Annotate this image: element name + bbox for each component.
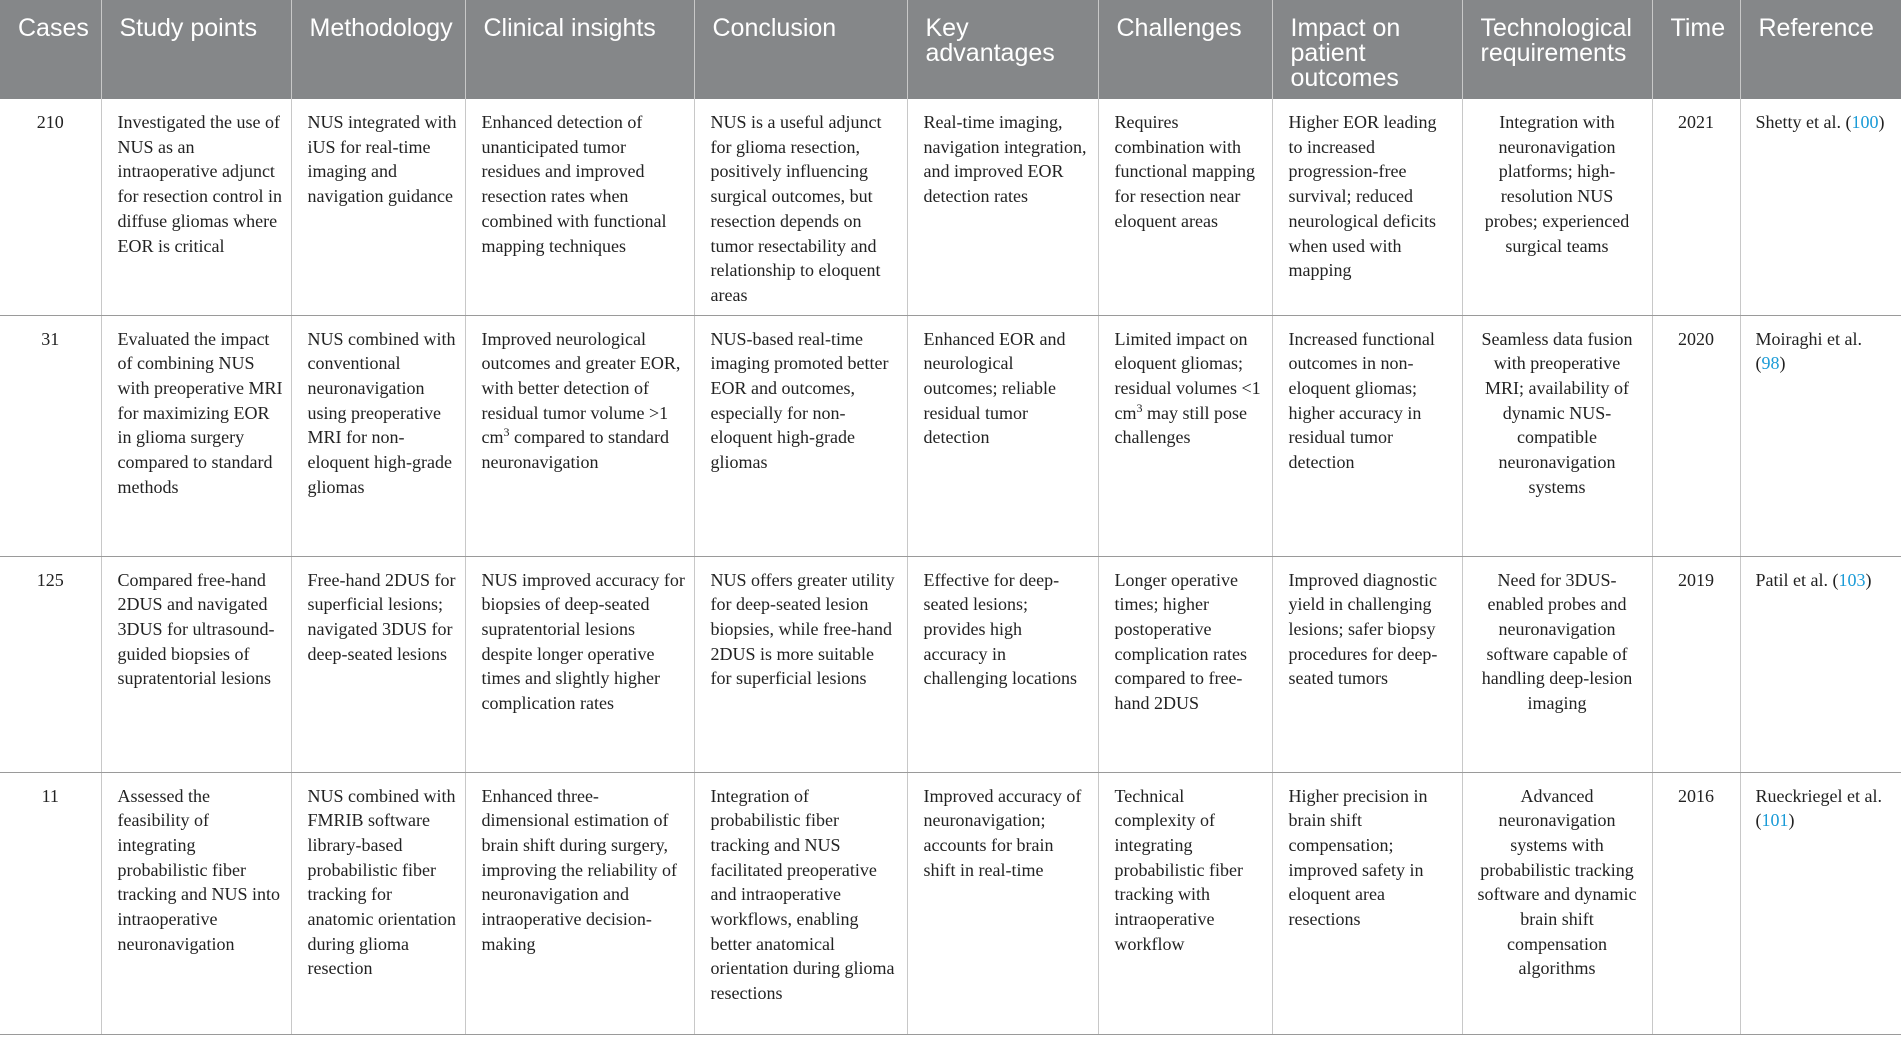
cell-cases: 125 xyxy=(0,556,101,772)
cell-key-advantages: Effective for deep-seated lesions; provides high accuracy in challenging locations xyxy=(907,556,1098,772)
reference-author: Patil et al. ( xyxy=(1755,569,1839,590)
cell-time: 2020 xyxy=(1652,315,1740,556)
cell-time: 2016 xyxy=(1652,772,1740,1034)
cell-tech-requirements: Seamless data fusion with preoperative MRI; availability of dynamic NUS-compatible neuronavigation systems xyxy=(1462,315,1652,556)
header-impact: Impact on patient outcomes xyxy=(1272,0,1462,99)
reference-close: ) xyxy=(1779,353,1786,374)
header-row xyxy=(0,0,1901,99)
cell-challenges: Longer operative times; higher postoperative complication rates compared to free-hand 2DUS xyxy=(1098,556,1272,772)
header-clinical-insights: Clinical insights xyxy=(465,0,694,99)
reference-link[interactable]: 100 xyxy=(1851,112,1879,132)
cell-reference xyxy=(1740,772,1901,1034)
cell-impact: Higher precision in brain shift compensation; improved safety in eloquent area resections xyxy=(1272,772,1462,1034)
cell-time: 2021 xyxy=(1652,99,1740,315)
cell-challenges: Requires combination with functional mapping for resection near eloquent areas xyxy=(1098,99,1272,315)
cell-study-points: Investigated the use of NUS as an intraoperative adjunct for resection control in diffuse gliomas where EOR is critical xyxy=(101,99,291,315)
cell-conclusion: NUS offers greater utility for deep-seated lesion biopsies, while free-hand 2DUS is more suitable for superficial lesions xyxy=(694,556,907,772)
reference-author: Moiraghi et al. ( xyxy=(1755,328,1862,374)
table-row xyxy=(0,556,1901,772)
cell-study-points: Compared free-hand 2DUS and navigated 3DUS for ultrasound-guided biopsies of supratentorial lesions xyxy=(101,556,291,772)
cell-reference xyxy=(1740,315,1901,556)
cell-tech-requirements: Advanced neuronavigation systems with probabilistic tracking software and dynamic brain shift compensation algorithms xyxy=(1462,772,1652,1034)
reference-link[interactable]: 101 xyxy=(1761,810,1789,831)
cell-impact: Higher EOR leading to increased progression-free survival; reduced neurological deficits when used with mapping xyxy=(1272,99,1462,315)
header-reference: Reference xyxy=(1740,0,1901,99)
cell-study-points: Assessed the feasibility of integrating probabilistic fiber tracking and NUS into intraoperative neuronavigation xyxy=(101,772,291,1034)
challenges-text-end: may still pose challenges xyxy=(1114,402,1247,448)
cell-methodology: Free-hand 2DUS for superficial lesions; navigated 3DUS for deep-seated lesions xyxy=(291,556,465,772)
header-study-points: Study points xyxy=(101,0,291,99)
cell-challenges xyxy=(1098,315,1272,556)
cell-tech-requirements: Need for 3DUS-enabled probes and neuronavigation software capable of handling deep-lesion imaging xyxy=(1462,556,1652,772)
table-row xyxy=(0,772,1901,1034)
table-row xyxy=(0,99,1901,315)
cell-impact: Increased functional outcomes in non-eloquent gliomas; higher accuracy in residual tumor detection xyxy=(1272,315,1462,556)
cell-methodology: NUS integrated with iUS for real-time imaging and navigation guidance xyxy=(291,99,465,315)
cell-impact: Improved diagnostic yield in challenging lesions; safer biopsy procedures for deep-seated tumors xyxy=(1272,556,1462,772)
cell-clinical-insights: Enhanced three-dimensional estimation of brain shift during surgery, improving the reliability of neuronavigation and intraoperative decision-making xyxy=(465,772,694,1034)
header-time: Time xyxy=(1652,0,1740,99)
cell-tech-requirements: Integration with neuronavigation platforms; high-resolution NUS probes; experienced surgical teams xyxy=(1462,99,1652,315)
cell-cases: 210 xyxy=(0,99,101,315)
cell-methodology: NUS combined with FMRIB software library-based probabilistic fiber tracking for anatomic orientation during glioma resection xyxy=(291,772,465,1034)
cell-time: 2019 xyxy=(1652,556,1740,772)
cell-reference xyxy=(1740,99,1901,315)
cell-reference xyxy=(1740,556,1901,772)
cell-challenges: Technical complexity of integrating probabilistic fiber tracking with intraoperative workflow xyxy=(1098,772,1272,1034)
reference-author: Shetty et al. ( xyxy=(1755,112,1852,132)
cell-conclusion: Integration of probabilistic fiber tracking and NUS facilitated preoperative and intraoperative workflows, enabling better anatomical orientation during glioma resections xyxy=(694,772,907,1034)
reference-close: ) xyxy=(1788,810,1795,831)
table-row xyxy=(0,315,1901,556)
cell-clinical-insights: Enhanced detection of unanticipated tumor residues and improved resection rates when combined with functional mapping techniques xyxy=(465,99,694,315)
superscript: 3 xyxy=(1136,400,1143,415)
cell-key-advantages: Real-time imaging, navigation integration, and improved EOR detection rates xyxy=(907,99,1098,315)
reference-link[interactable]: 103 xyxy=(1838,569,1866,590)
clinical-insights-text: Improved neurological outcomes and greater EOR, with better detection of residual tumor volume >1 cm xyxy=(481,328,681,448)
cell-conclusion: NUS is a useful adjunct for glioma resection, positively influencing surgical outcomes, but resection depends on tumor resectability and relationship to eloquent areas xyxy=(694,99,907,315)
reference-close: ) xyxy=(1865,569,1872,590)
cell-key-advantages: Enhanced EOR and neurological outcomes; reliable residual tumor detection xyxy=(907,315,1098,556)
cell-key-advantages: Improved accuracy of neuronavigation; accounts for brain shift in real-time xyxy=(907,772,1098,1034)
cell-cases: 31 xyxy=(0,315,101,556)
header-methodology: Methodology xyxy=(291,0,465,99)
cell-clinical-insights: NUS improved accuracy for biopsies of deep-seated supratentorial lesions despite longer operative times and slightly higher complication rates xyxy=(465,556,694,772)
header-tech-requirements: Technological requirements xyxy=(1462,0,1652,99)
header-cases: Cases xyxy=(0,0,101,99)
reference-author: Rueckriegel et al. ( xyxy=(1755,785,1882,831)
cell-clinical-insights xyxy=(465,315,694,556)
challenges-text: Limited impact on eloquent gliomas; residual volumes <1 cm xyxy=(1114,328,1261,423)
cell-conclusion: NUS-based real-time imaging promoted better EOR and outcomes, especially for non-eloquent high-grade gliomas xyxy=(694,315,907,556)
superscript: 3 xyxy=(503,425,510,440)
reference-close: ) xyxy=(1878,112,1885,132)
header-conclusion: Conclusion xyxy=(694,0,907,99)
reference-link[interactable]: 98 xyxy=(1761,353,1780,374)
cell-cases: 11 xyxy=(0,772,101,1034)
cell-study-points: Evaluated the impact of combining NUS with preoperative MRI for maximizing EOR in glioma surgery compared to standard methods xyxy=(101,315,291,556)
cell-methodology: NUS combined with conventional neuronavigation using preoperative MRI for non-eloquent high-grade gliomas xyxy=(291,315,465,556)
header-key-advantages: Key advantages xyxy=(907,0,1098,99)
clinical-insights-text-end: compared to standard neuronavigation xyxy=(481,427,669,473)
header-challenges: Challenges xyxy=(1098,0,1272,99)
